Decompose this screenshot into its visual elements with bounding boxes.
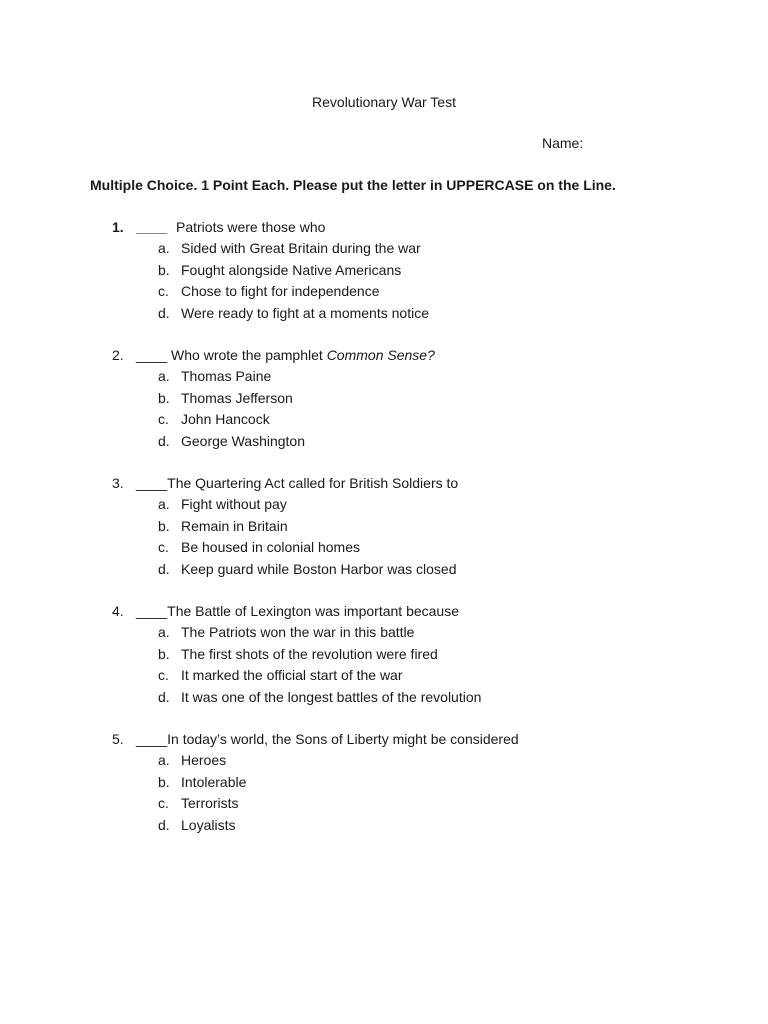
answer-blank: ____	[136, 731, 168, 747]
option	[0, 750, 768, 771]
option-letter: c.	[158, 283, 169, 300]
option	[0, 281, 768, 302]
answer-blank: ____	[136, 475, 168, 491]
instructions: Multiple Choice. 1 Point Each. Please put the letter in UPPERCASE on the Line.	[90, 177, 616, 193]
question-1	[0, 217, 768, 324]
option-letter: d.	[158, 816, 170, 833]
option	[0, 537, 768, 558]
option-letter: a.	[158, 368, 170, 385]
option-letter: a.	[158, 496, 170, 513]
option-text: Terrorists	[181, 795, 239, 812]
answer-blank: ____	[136, 347, 168, 363]
name-label: Name:	[542, 135, 584, 151]
question-number: 2.	[112, 347, 124, 363]
option-letter: c.	[158, 795, 169, 812]
option-letter: a.	[158, 752, 170, 769]
option-letter: a.	[158, 240, 170, 257]
option	[0, 644, 768, 665]
question-number: 3.	[112, 475, 124, 491]
option	[0, 238, 768, 259]
option-text: The Patriots won the war in this battle	[181, 624, 415, 641]
option	[0, 516, 768, 537]
option-text: John Hancock	[181, 411, 270, 428]
document-title: Revolutionary War Test	[312, 94, 456, 110]
option-text: It marked the official start of the war	[181, 667, 403, 684]
option-text: Keep guard while Boston Harbor was closed	[181, 560, 457, 577]
answer-blank: ____	[136, 603, 168, 619]
option-letter: d.	[158, 432, 170, 449]
question-4	[0, 601, 768, 708]
question-text-italic: Common Sense?	[326, 347, 435, 363]
option-text: Heroes	[181, 752, 227, 769]
option-letter: b.	[158, 773, 170, 790]
option-text: Were ready to fight at a moments notice	[181, 304, 429, 321]
question-3	[0, 473, 768, 580]
question-text: Patriots were those who	[176, 219, 326, 235]
question-2	[0, 345, 768, 452]
option-text: It was one of the longest battles of the revolution	[181, 688, 482, 705]
option	[0, 793, 768, 814]
option	[0, 431, 768, 452]
option	[0, 687, 768, 708]
option	[0, 772, 768, 793]
option	[0, 559, 768, 580]
question-text: The Battle of Lexington was important because	[167, 603, 459, 619]
option-text: George Washington	[181, 432, 305, 449]
option-text: Remain in Britain	[181, 517, 288, 534]
option-letter: c.	[158, 539, 169, 556]
question-text: The Quartering Act called for British Soldiers to	[167, 475, 459, 491]
option	[0, 388, 768, 409]
option-letter: d.	[158, 304, 170, 321]
option-letter: d.	[158, 688, 170, 705]
option-text: Loyalists	[181, 816, 236, 833]
option-text: Intolerable	[181, 773, 247, 790]
question-text: Who wrote the pamphlet	[171, 347, 323, 363]
option-letter: b.	[158, 517, 170, 534]
option	[0, 665, 768, 686]
option-text: Chose to fight for independence	[181, 283, 380, 300]
option-text: Fought alongside Native Americans	[181, 261, 402, 278]
option-letter: c.	[158, 411, 169, 428]
option-letter: c.	[158, 667, 169, 684]
option	[0, 622, 768, 643]
option-text: Thomas Paine	[181, 368, 272, 385]
option-text: Fight without pay	[181, 496, 287, 513]
option-letter: b.	[158, 645, 170, 662]
option-text: The first shots of the revolution were fired	[181, 645, 438, 662]
option	[0, 260, 768, 281]
option	[0, 409, 768, 430]
option	[0, 366, 768, 387]
question-number: 4.	[112, 603, 124, 619]
option-text: Sided with Great Britain during the war	[181, 240, 421, 257]
option-letter: b.	[158, 261, 170, 278]
option-letter: a.	[158, 624, 170, 641]
question-text: In today’s world, the Sons of Liberty might be considered	[167, 731, 519, 747]
option-letter: b.	[158, 389, 170, 406]
question-number: 5.	[112, 731, 124, 747]
option-letter: d.	[158, 560, 170, 577]
question-5	[0, 729, 768, 836]
option-text: Thomas Jefferson	[181, 389, 293, 406]
answer-blank: ____	[136, 219, 168, 235]
option	[0, 303, 768, 324]
option	[0, 815, 768, 836]
option-text: Be housed in colonial homes	[181, 539, 361, 556]
option	[0, 494, 768, 515]
question-number: 1.	[112, 219, 124, 235]
